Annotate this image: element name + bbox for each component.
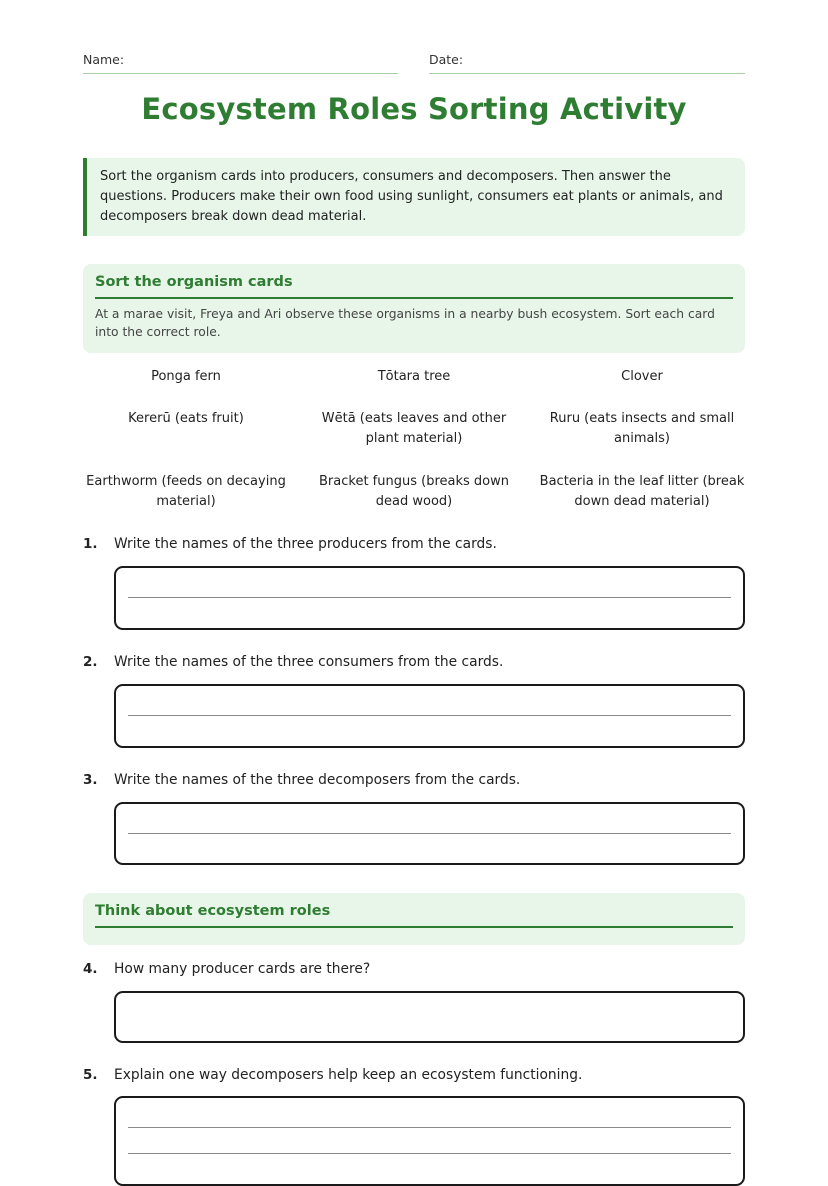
organism-card: Ruru (eats insects and small animals) (549, 411, 735, 446)
date-field[interactable] (429, 52, 745, 74)
question-text: Write the names of the three decomposers from the cards. (114, 772, 521, 788)
organism-card: Ponga fern (151, 369, 221, 384)
answer-box-3[interactable] (114, 802, 745, 865)
answer-box-4[interactable] (114, 991, 745, 1043)
answer-line (128, 597, 731, 598)
organism-card: Bacteria in the leaf litter (break down dead material) (539, 474, 745, 509)
question-number: 4. (83, 961, 98, 977)
question-text: How many producer cards are there? (114, 961, 371, 977)
name-label: Name: (83, 52, 125, 67)
instructions-text: Sort the organism cards into producers, consumers and decomposers. Then answer the questions. Producers make their own food using sunlight, consumers eat plants or animals, and decomposers break down dead material. (100, 169, 723, 224)
question-number: 5. (83, 1067, 98, 1083)
organism-card: Bracket fungus (breaks down dead wood) (319, 474, 509, 509)
organism-card: Wētā (eats leaves and other plant material) (321, 411, 507, 446)
question-number: 1. (83, 536, 98, 552)
answer-line (128, 715, 731, 716)
sort-section-title: Sort the organism cards (95, 274, 733, 299)
question-number: 3. (83, 772, 98, 788)
answer-line (128, 833, 731, 834)
answer-box-1[interactable] (114, 566, 745, 630)
sort-section-description: At a marae visit, Freya and Ari observe these organisms in a nearby bush ecosystem. Sort each card into the correct role. (95, 307, 715, 339)
question-text: Write the names of the three producers from the cards. (114, 536, 497, 552)
date-label: Date: (429, 52, 464, 67)
header-fields (83, 52, 745, 74)
answer-box-5[interactable] (114, 1096, 745, 1186)
think-section-header (83, 893, 745, 945)
instructions-box (83, 158, 745, 236)
question-text: Explain one way decomposers help keep an ecosystem functioning. (114, 1067, 583, 1083)
question-number: 2. (83, 654, 98, 670)
sort-section-header (83, 264, 745, 353)
organism-card: Earthworm (feeds on decaying material) (86, 474, 286, 509)
name-field[interactable] (83, 52, 398, 74)
organism-card: Clover (621, 369, 663, 384)
think-section-title: Think about ecosystem roles (95, 903, 733, 928)
question-text: Write the names of the three consumers from the cards. (114, 654, 504, 670)
organism-card: Kererū (eats fruit) (128, 411, 244, 426)
answer-box-2[interactable] (114, 684, 745, 748)
answer-line (128, 1153, 731, 1154)
answer-line (128, 1127, 731, 1128)
organism-card: Tōtara tree (377, 369, 451, 384)
page-title: Ecosystem Roles Sorting Activity (141, 92, 687, 126)
